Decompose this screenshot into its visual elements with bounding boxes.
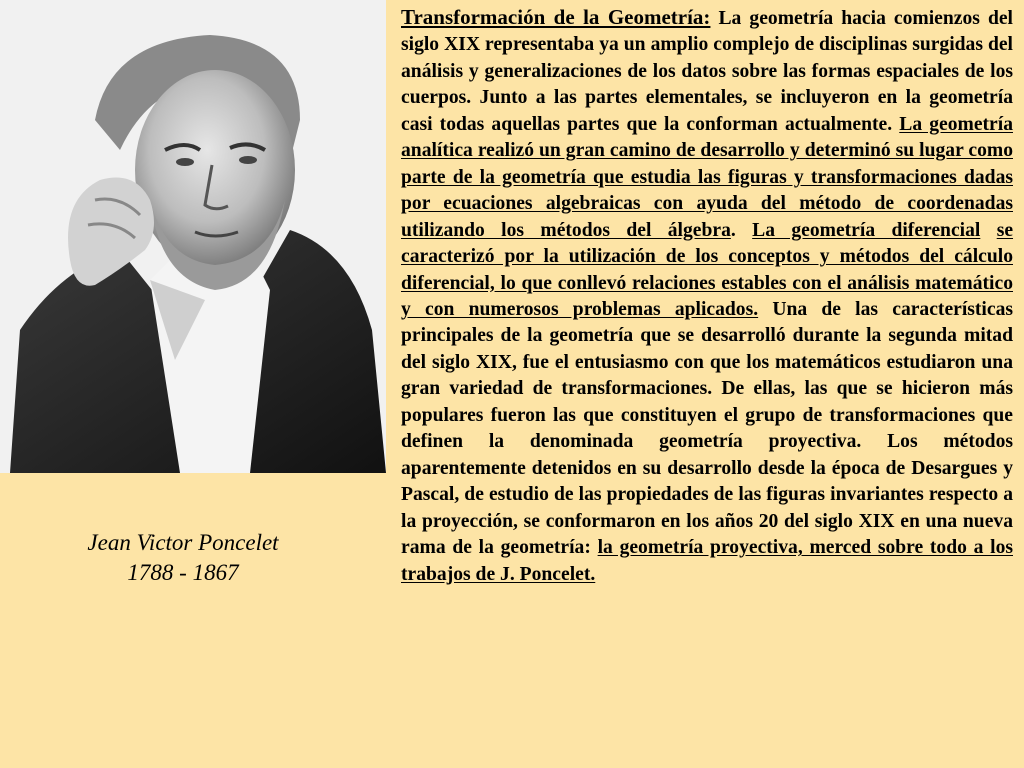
caption-years: 1788 - 1867 — [127, 560, 239, 585]
portrait-engraving — [0, 0, 386, 473]
article-paragraph-3 — [980, 220, 996, 241]
article-title: Transformación de la Geometría: — [401, 5, 711, 29]
article-underline-analytic: La geometría analítica realizó un gran camino de desarrollo y determinó su lugar como parte de la geometría que estudia las figuras y transformaciones dadas por ecuaciones algebraicas con ayuda del método de coordenadas utilizando los métodos del álgebra — [401, 113, 1013, 241]
article-underline-calculus: se caracterizó por la utilización de los conceptos y métodos del cálculo diferencial, lo que conllevó relaciones estables con el análisis matemático y con numerosos problemas aplicados. — [401, 219, 1014, 320]
portrait-image — [0, 0, 386, 473]
article-paragraph-2: . — [730, 219, 753, 241]
article-text — [401, 4, 1013, 588]
article-underline-differential: La geometría diferencial — [752, 219, 981, 241]
article-underline-projective: la geometría proyectiva, merced sobre todo a los trabajos de J. Poncelet. — [401, 537, 1013, 585]
portrait-caption — [40, 528, 326, 588]
caption-name: Jean Victor Poncelet — [87, 530, 279, 555]
article-paragraph-1: La geometría hacia comienzos del siglo XIX representaba ya un amplio complejo de disciplinas surgidas del análisis y generalizaciones de los datos sobre las formas espaciales de los cuerpos. Junto a las partes elementales, se incluyeron en la geometría casi todas aquellas partes que la conforman actualmente. — [401, 8, 1013, 135]
article-paragraph-4: Una de las características principales de la geometría que se desarrolló durante la segunda mitad del siglo XIX, fue el entusiasmo con que los matemáticos estudiaron una gran variedad de transformaciones. De ellas, las que se hicieron más populares fueron las que constituyen el grupo de transformaciones que definen la denominada geometría proyectiva. Los métodos aparentemente detenidos en su desarrollo desde la época de Desargues y Pascal, de estudio de las propiedades de las figuras invariantes respecto a la proyección, se conformaron en los años 20 del siglo XIX en una nueva rama de la geometría: — [401, 298, 1013, 559]
